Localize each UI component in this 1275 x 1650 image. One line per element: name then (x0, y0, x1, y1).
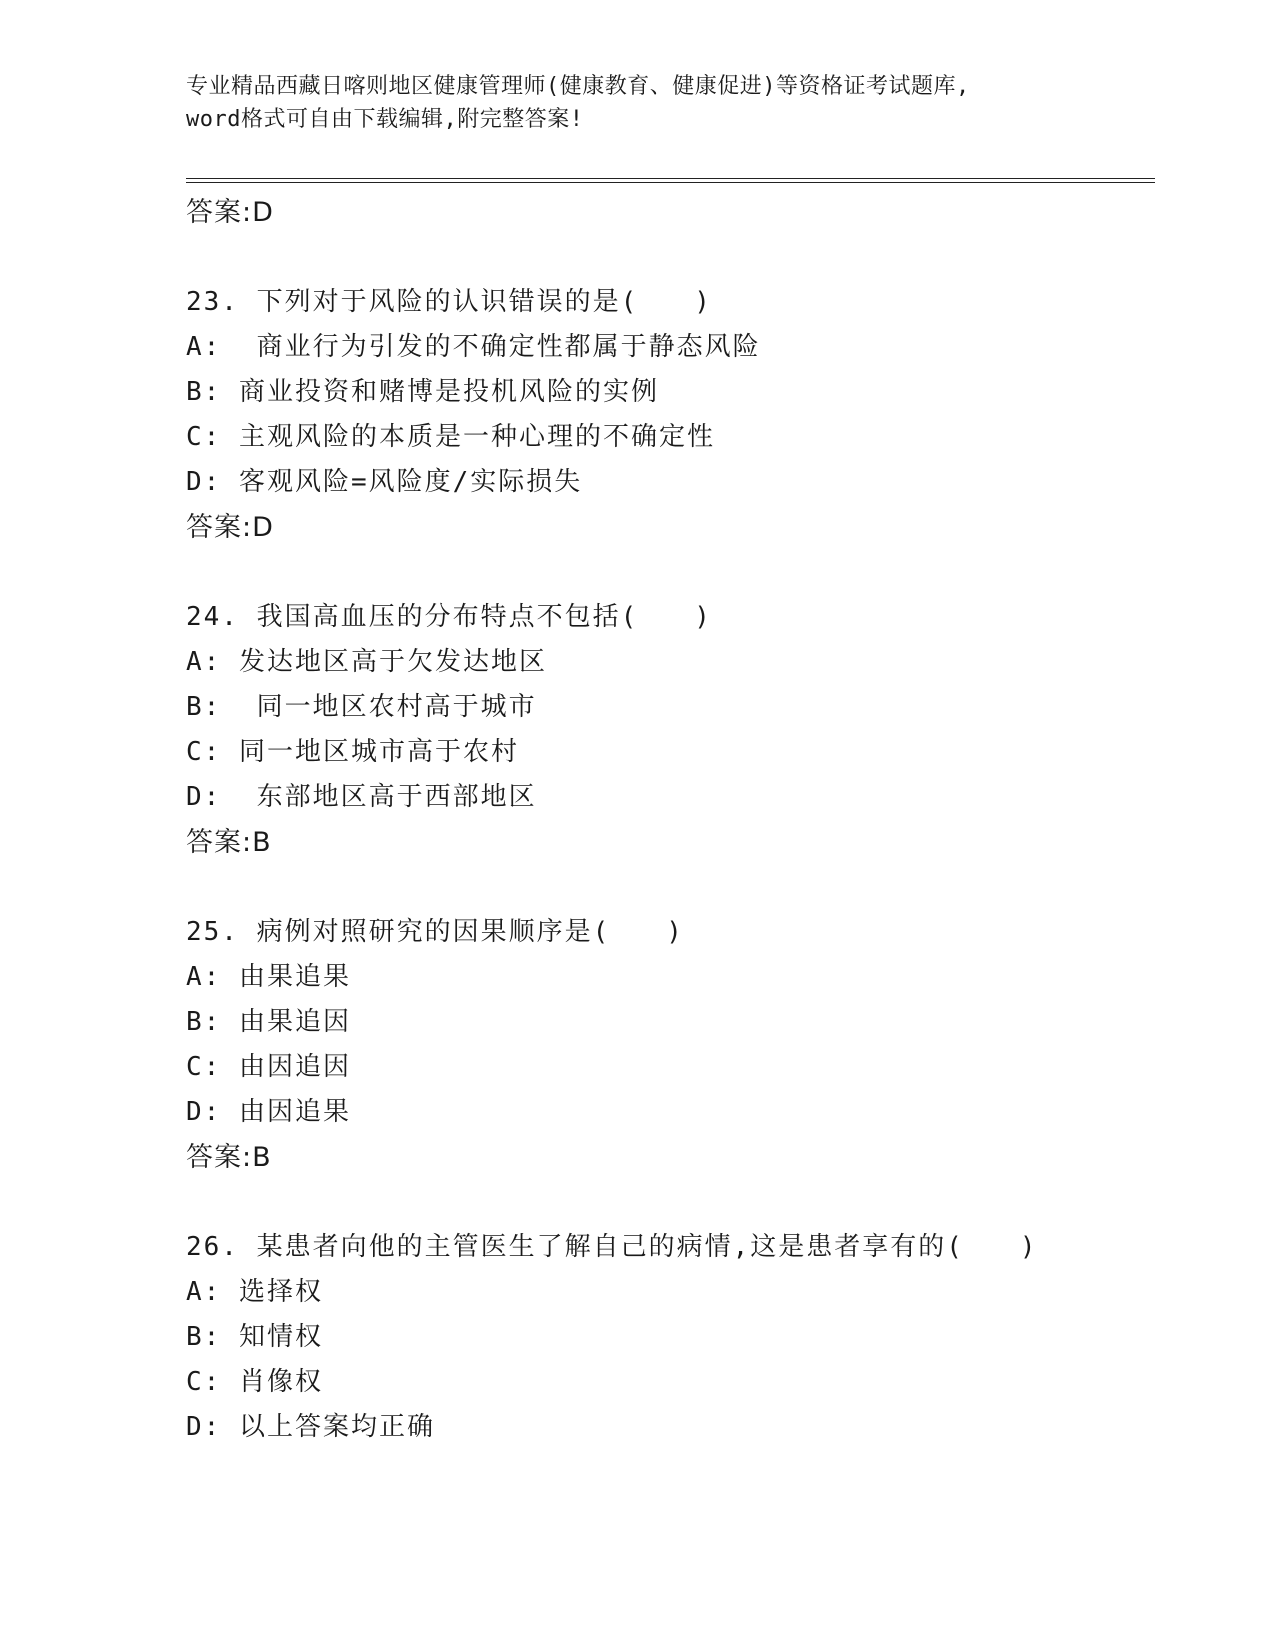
spacer (186, 550, 1146, 595)
option-b: B: 知情权 (186, 1322, 323, 1352)
spacer (186, 865, 1146, 910)
question-stem: 23. 下列对于风险的认识错误的是( ) (186, 287, 712, 317)
option-c: C: 由因追因 (186, 1052, 351, 1082)
question-stem: 25. 病例对照研究的因果顺序是( ) (186, 917, 684, 947)
option-c: C: 主观风险的本质是一种心理的不确定性 (186, 422, 715, 452)
option-a: A: 发达地区高于欠发达地区 (186, 647, 547, 677)
option-a: A: 由果追果 (186, 962, 351, 992)
question-26 (186, 1225, 1146, 1450)
option-c: C: 肖像权 (186, 1367, 323, 1397)
option-c: C: 同一地区城市高于农村 (186, 737, 519, 767)
page-header (186, 70, 1086, 136)
option-d: D: 以上答案均正确 (186, 1412, 435, 1442)
question-24 (186, 595, 1146, 865)
option-b: B: 由果追因 (186, 1007, 351, 1037)
header-line-1: 专业精品西藏日喀则地区健康管理师(健康教育、健康促进)等资格证考试题库, (186, 74, 970, 99)
option-b: B: 同一地区农村高于城市 (186, 692, 537, 722)
answer-label: 答案:D (186, 197, 274, 228)
option-a: A: 选择权 (186, 1277, 323, 1307)
option-b: B: 商业投资和赌博是投机风险的实例 (186, 377, 659, 407)
answer-label: 答案:B (186, 1142, 272, 1173)
header-double-rule (186, 178, 1155, 183)
question-23 (186, 280, 1146, 550)
option-d: D: 由因追果 (186, 1097, 351, 1127)
answer-label: 答案:D (186, 512, 274, 543)
spacer (186, 1180, 1146, 1225)
question-list (186, 190, 1146, 1450)
option-d: D: 东部地区高于西部地区 (186, 782, 537, 812)
spacer (186, 235, 1146, 280)
question-stem: 26. 某患者向他的主管医生了解自己的病情,这是患者享有的( ) (186, 1232, 1038, 1262)
question-stem: 24. 我国高血压的分布特点不包括( ) (186, 602, 712, 632)
option-a: A: 商业行为引发的不确定性都属于静态风险 (186, 332, 761, 362)
header-line-2: word格式可自由下载编辑,附完整答案! (186, 107, 584, 132)
option-d: D: 客观风险=风险度/实际损失 (186, 467, 583, 497)
question-25 (186, 910, 1146, 1180)
answer-label: 答案:B (186, 827, 272, 858)
